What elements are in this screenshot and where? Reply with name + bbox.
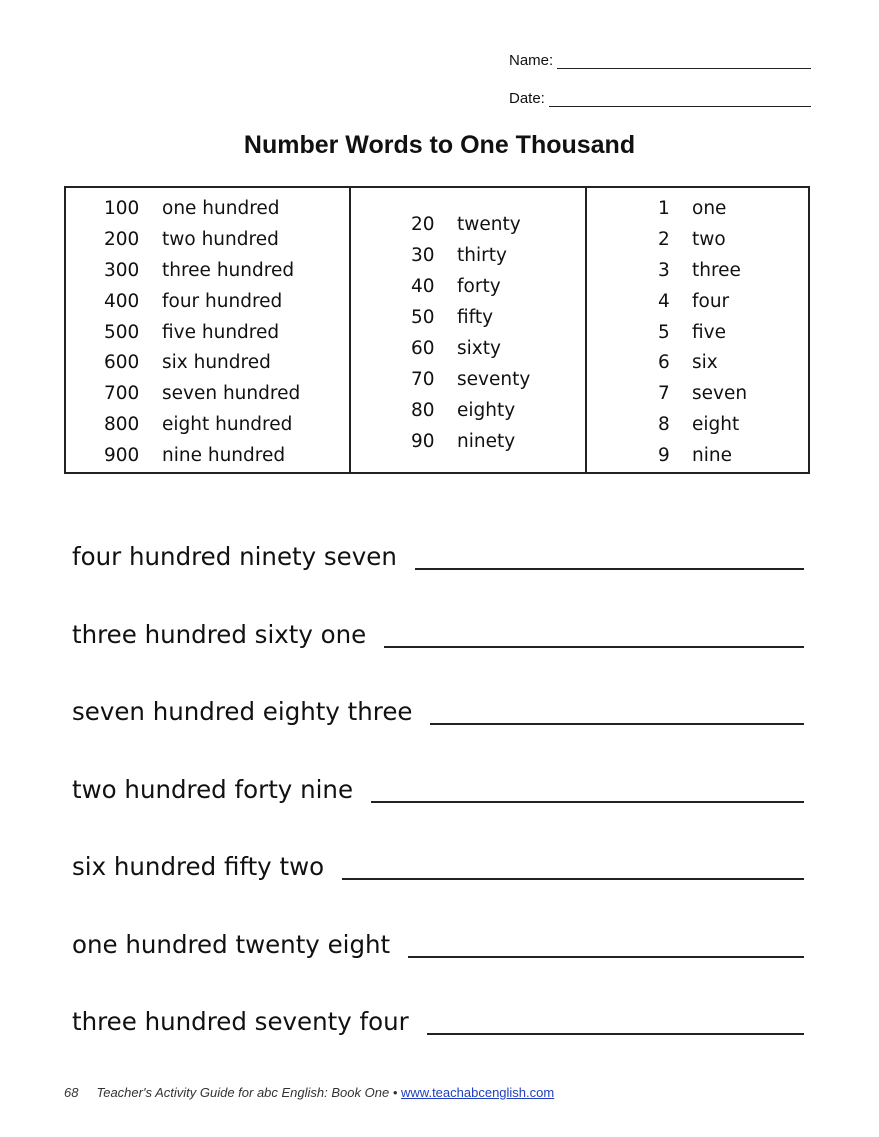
exercise-item — [72, 775, 804, 805]
exercise-prompt: three hundred seventy four — [72, 1007, 409, 1036]
exercise-item — [72, 1007, 804, 1037]
row-number: 70 — [411, 369, 435, 390]
hundreds-row — [104, 260, 300, 291]
exercise-prompt: two hundred forty nine — [72, 775, 354, 804]
row-number: 50 — [411, 307, 435, 328]
row-number: 90 — [411, 431, 435, 452]
date-field[interactable] — [509, 90, 811, 107]
row-number: 700 — [104, 383, 140, 405]
tens-column — [351, 188, 587, 472]
row-word: seventy — [457, 369, 531, 390]
tens-row — [411, 276, 530, 307]
hundreds-row — [104, 198, 300, 229]
row-word: four hundred — [162, 290, 283, 312]
row-number: 20 — [411, 214, 435, 235]
exercise-answer-line[interactable] — [371, 781, 804, 803]
hundreds-list — [104, 198, 300, 476]
row-word: eighty — [457, 400, 516, 421]
row-word: six hundred — [162, 352, 271, 374]
row-number: 8 — [658, 414, 670, 436]
ones-row — [658, 352, 747, 383]
row-word: forty — [457, 276, 501, 297]
row-number: 80 — [411, 400, 435, 421]
row-number: 4 — [658, 290, 670, 312]
row-word: sixty — [457, 338, 501, 359]
row-number: 800 — [104, 414, 140, 436]
row-number: 5 — [658, 321, 670, 343]
name-label: Name: — [509, 52, 554, 69]
exercise-item — [72, 697, 804, 727]
tens-row — [411, 307, 530, 338]
row-word: two hundred — [162, 228, 279, 250]
row-word: nine — [692, 445, 732, 467]
row-number: 7 — [658, 383, 670, 405]
exercise-answer-line[interactable] — [342, 858, 804, 880]
row-number: 6 — [658, 352, 670, 374]
row-word: seven hundred — [162, 383, 301, 405]
exercise-prompt: three hundred sixty one — [72, 620, 367, 649]
row-word: eight — [692, 414, 740, 436]
row-word: one — [692, 198, 727, 219]
hundreds-row — [104, 229, 300, 260]
row-word: six — [692, 352, 718, 374]
tens-row — [411, 431, 530, 462]
exercise-item — [72, 852, 804, 882]
row-number: 100 — [104, 198, 140, 219]
row-number: 30 — [411, 245, 435, 266]
row-word: three — [692, 259, 741, 281]
ones-row — [658, 383, 747, 414]
row-number: 500 — [104, 321, 140, 343]
row-number: 300 — [104, 259, 140, 281]
row-word: thirty — [457, 245, 507, 266]
row-word: five — [692, 321, 726, 343]
bullet-separator: • — [392, 1085, 398, 1100]
row-word: nine hundred — [162, 445, 286, 467]
row-word: three hundred — [162, 259, 295, 281]
page-footer — [64, 1085, 554, 1100]
row-word: four — [692, 290, 730, 312]
row-number: 2 — [658, 228, 670, 250]
ones-row — [658, 198, 747, 229]
tens-row — [411, 214, 530, 245]
row-number: 200 — [104, 228, 140, 250]
ones-row — [658, 229, 747, 260]
ones-row — [658, 291, 747, 322]
row-word: one hundred — [162, 198, 280, 219]
row-number: 60 — [411, 338, 435, 359]
row-word: ninety — [457, 431, 516, 452]
ones-row — [658, 414, 747, 445]
page-number: 68 — [64, 1085, 79, 1100]
row-number: 600 — [104, 352, 140, 374]
exercise-answer-line[interactable] — [430, 703, 804, 725]
number-reference-table — [64, 186, 810, 474]
hundreds-column — [66, 188, 351, 472]
exercise-item — [72, 620, 804, 650]
ones-column — [587, 188, 808, 472]
website-link[interactable]: www.teachabcenglish.com — [401, 1085, 555, 1100]
tens-row — [411, 338, 530, 369]
hundreds-row — [104, 445, 300, 476]
tens-row — [411, 400, 530, 431]
row-word: seven — [692, 383, 748, 405]
name-field[interactable] — [509, 52, 811, 69]
row-number: 1 — [658, 198, 670, 219]
hundreds-row — [104, 291, 300, 322]
tens-row — [411, 245, 530, 276]
row-word: two — [692, 228, 726, 250]
row-word: twenty — [457, 214, 521, 235]
tens-list — [411, 214, 530, 462]
exercise-prompt: seven hundred eighty three — [72, 697, 413, 726]
exercise-answer-line[interactable] — [384, 626, 804, 648]
row-number: 400 — [104, 290, 140, 312]
hundreds-row — [104, 414, 300, 445]
date-answer-line[interactable] — [549, 92, 811, 107]
exercise-answer-line[interactable] — [427, 1013, 804, 1035]
row-word: five hundred — [162, 321, 280, 343]
exercise-prompt: six hundred fifty two — [72, 852, 325, 881]
row-number: 900 — [104, 445, 140, 467]
exercise-item — [72, 542, 804, 572]
hundreds-row — [104, 322, 300, 353]
row-word: fifty — [457, 307, 494, 328]
tens-row — [411, 369, 530, 400]
exercise-prompt: four hundred ninety seven — [72, 542, 397, 571]
row-number: 9 — [658, 445, 670, 467]
ones-row — [658, 445, 747, 476]
hundreds-row — [104, 383, 300, 414]
book-title: Teacher's Activity Guide for abc English: Book One — [96, 1085, 390, 1100]
ones-row — [658, 322, 747, 353]
exercise-item — [72, 930, 804, 960]
page-title: Number Words to One Thousand — [243, 131, 636, 159]
exercise-answer-line[interactable] — [415, 548, 804, 570]
ones-list — [658, 198, 747, 476]
exercise-answer-line[interactable] — [408, 936, 804, 958]
row-number: 40 — [411, 276, 435, 297]
name-answer-line[interactable] — [557, 54, 811, 69]
row-number: 3 — [658, 259, 670, 281]
hundreds-row — [104, 352, 300, 383]
exercise-prompt: one hundred twenty eight — [72, 930, 391, 959]
date-label: Date: — [509, 90, 545, 107]
row-word: eight hundred — [162, 414, 293, 436]
ones-row — [658, 260, 747, 291]
